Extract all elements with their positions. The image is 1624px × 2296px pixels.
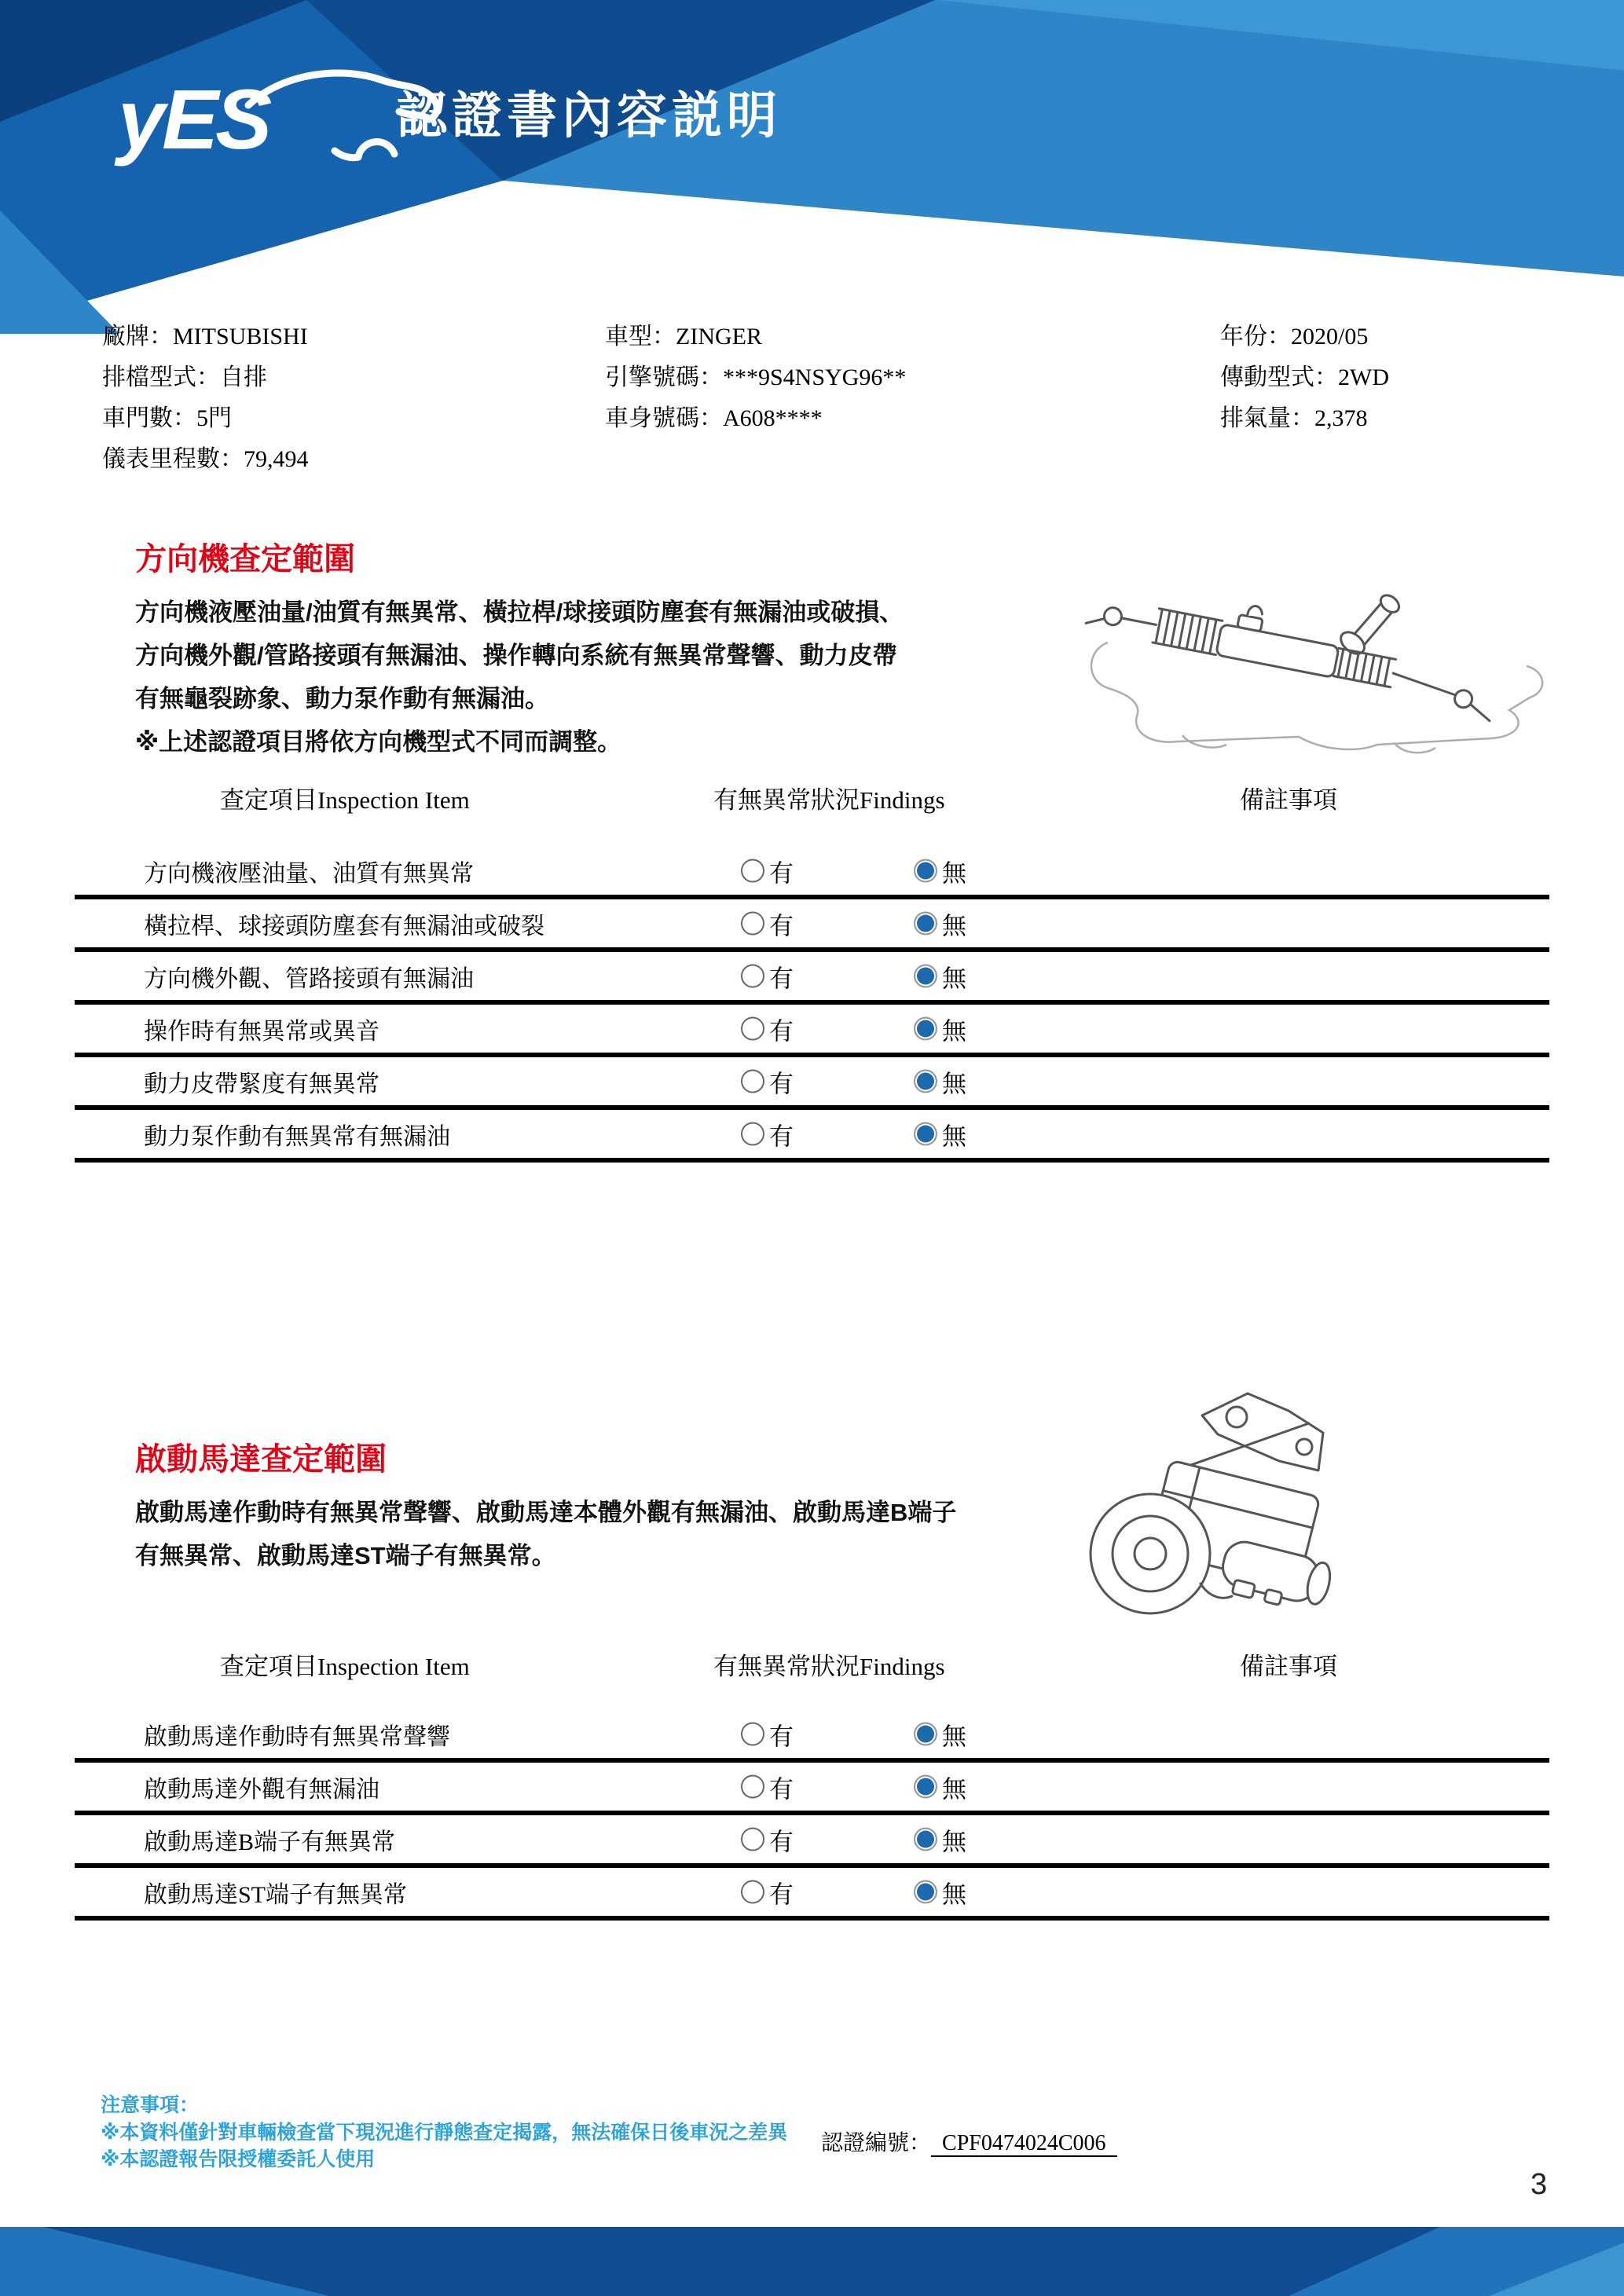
finding-no-option[interactable]: 無: [914, 1874, 966, 1910]
vehicle-drive-type: 傳動型式：2WD: [1220, 364, 1389, 390]
table-row: 方向機外觀、管路接頭有無漏油 有 無: [75, 952, 1549, 1005]
radio-unselected-icon[interactable]: [741, 1070, 764, 1093]
vehicle-model: 車型：ZINGER: [605, 324, 762, 350]
table-row: 啟動馬達B端子有無異常 有 無: [75, 1815, 1549, 1868]
vehicle-year: 年份：2020/05: [1220, 324, 1369, 350]
radio-selected-icon[interactable]: [914, 912, 937, 936]
radio-unselected-icon[interactable]: [741, 1122, 764, 1146]
table-row: 啟動馬達ST端子有無異常 有 無: [75, 1868, 1549, 1921]
radio-selected-icon[interactable]: [914, 859, 937, 883]
radio-selected-icon[interactable]: [914, 1723, 937, 1746]
radio-selected-icon[interactable]: [914, 1017, 937, 1041]
footer-banner-art: [0, 2227, 1624, 2296]
radio-selected-icon[interactable]: [914, 1070, 937, 1093]
finding-no-option[interactable]: 無: [914, 1716, 966, 1752]
vehicle-body-number: 車身號碼：A608****: [605, 405, 823, 431]
finding-no-option[interactable]: 無: [914, 853, 966, 888]
radio-selected-icon[interactable]: [914, 1828, 937, 1851]
certificate-number: [821, 2126, 1117, 2157]
table1-col-inspection-item: 查定項目Inspection Item: [220, 786, 470, 814]
page-title: 認證書內容説明: [397, 87, 782, 144]
notice-line: ※本認證報告限授權委託人使用: [101, 2148, 376, 2170]
finding-yes-option[interactable]: 有: [741, 958, 794, 994]
table-row: 動力皮帶緊度有無異常 有 無: [75, 1057, 1549, 1110]
radio-selected-icon[interactable]: [914, 1775, 937, 1799]
finding-no-option[interactable]: 無: [914, 906, 966, 941]
vehicle-brand: 廠牌：MITSUBISHI: [102, 324, 308, 350]
radio-selected-icon[interactable]: [914, 1880, 937, 1904]
finding-yes-option[interactable]: 有: [741, 1769, 794, 1804]
radio-unselected-icon[interactable]: [741, 1880, 764, 1904]
radio-selected-icon[interactable]: [914, 965, 937, 988]
finding-yes-option[interactable]: 有: [741, 1116, 794, 1152]
certificate-number-label: 認證編號：: [821, 2131, 932, 2155]
finding-yes-option[interactable]: 有: [741, 906, 794, 941]
section-steering-heading: 方向機查定範圍: [135, 542, 355, 577]
radio-selected-icon[interactable]: [914, 1122, 937, 1146]
table-row: 啟動馬達作動時有無異常聲響 有 無: [75, 1710, 1549, 1763]
finding-no-option[interactable]: 無: [914, 1769, 966, 1804]
yes-logo: [118, 66, 401, 184]
vehicle-engine-number: 引擎號碼：***9S4NSYG96**: [605, 364, 907, 390]
table-row: 啟動馬達外觀有無漏油 有 無: [75, 1763, 1549, 1815]
vehicle-transmission-type: 排檔型式：自排: [102, 364, 267, 390]
finding-no-option[interactable]: 無: [914, 958, 966, 994]
radio-unselected-icon[interactable]: [741, 912, 764, 936]
vehicle-displacement: 排氣量：2,378: [1220, 405, 1368, 431]
section-starter-description: 啟動馬達作動時有無異常聲響、啟動馬達本體外觀有無漏油、啟動馬達B端子 有無異常、啟動馬達ST端子有無異常。: [135, 1499, 957, 1569]
radio-unselected-icon[interactable]: [741, 1828, 764, 1851]
vehicle-odometer: 儀表里程數：79,494: [102, 446, 309, 472]
certificate-number-value: CPF0474024C006: [931, 2131, 1117, 2157]
finding-no-option[interactable]: 無: [914, 1064, 966, 1099]
table-row: 操作時有無異常或異音 有 無: [75, 1005, 1549, 1057]
table1-col-remarks: 備註事項: [1240, 786, 1337, 814]
radio-unselected-icon[interactable]: [741, 859, 764, 883]
starter-motor-illustration: [1083, 1382, 1381, 1646]
table2-col-inspection-item: 查定項目Inspection Item: [220, 1653, 470, 1680]
finding-yes-option[interactable]: 有: [741, 853, 794, 888]
finding-no-option[interactable]: 無: [914, 1822, 966, 1857]
radio-unselected-icon[interactable]: [741, 1017, 764, 1041]
finding-yes-option[interactable]: 有: [741, 1874, 794, 1910]
finding-yes-option[interactable]: 有: [741, 1822, 794, 1857]
radio-unselected-icon[interactable]: [741, 965, 764, 988]
table1-col-findings: 有無異常狀況Findings: [713, 786, 945, 814]
table2-col-findings: 有無異常狀況Findings: [713, 1653, 945, 1680]
section-steering-description: 方向機液壓油量/油質有無異常、橫拉桿/球接頭防塵套有無漏油或破損、 方向機外觀/管路接頭有無漏油、操作轉向系統有無異常聲響、動力皮帶 有無龜裂跡象、動力泵作動有無漏油。 ※上述認證項目將依方向機型式不同而調整。: [135, 599, 904, 756]
finding-no-option[interactable]: 無: [914, 1011, 966, 1046]
steering-inspection-table: [75, 847, 1549, 1163]
table-row: 方向機液壓油量、油質有無異常 有 無: [75, 847, 1549, 899]
radio-unselected-icon[interactable]: [741, 1723, 764, 1746]
radio-unselected-icon[interactable]: [741, 1775, 764, 1799]
finding-yes-option[interactable]: 有: [741, 1011, 794, 1046]
finding-yes-option[interactable]: 有: [741, 1716, 794, 1752]
notice-line: ※本資料僅針對車輛檢查當下現況進行靜態查定揭露，無法確保日後車況之差異: [101, 2122, 788, 2144]
yes-logo-text: yES: [118, 71, 269, 167]
section-starter-heading: 啟動馬達查定範圍: [135, 1442, 387, 1477]
vehicle-door-count: 車門數：5門: [102, 405, 232, 431]
table2-col-remarks: 備註事項: [1240, 1653, 1337, 1680]
table-row: 動力泵作動有無異常有無漏油 有 無: [75, 1110, 1549, 1163]
table-row: 橫拉桿、球接頭防塵套有無漏油或破裂 有 無: [75, 899, 1549, 952]
finding-yes-option[interactable]: 有: [741, 1064, 794, 1099]
starter-inspection-table: [75, 1710, 1549, 1921]
steering-rack-illustration: [1065, 548, 1571, 762]
finding-no-option[interactable]: 無: [914, 1116, 966, 1152]
page-number: 3: [1531, 2168, 1548, 2201]
notice-title: 注意事項：: [101, 2094, 200, 2116]
